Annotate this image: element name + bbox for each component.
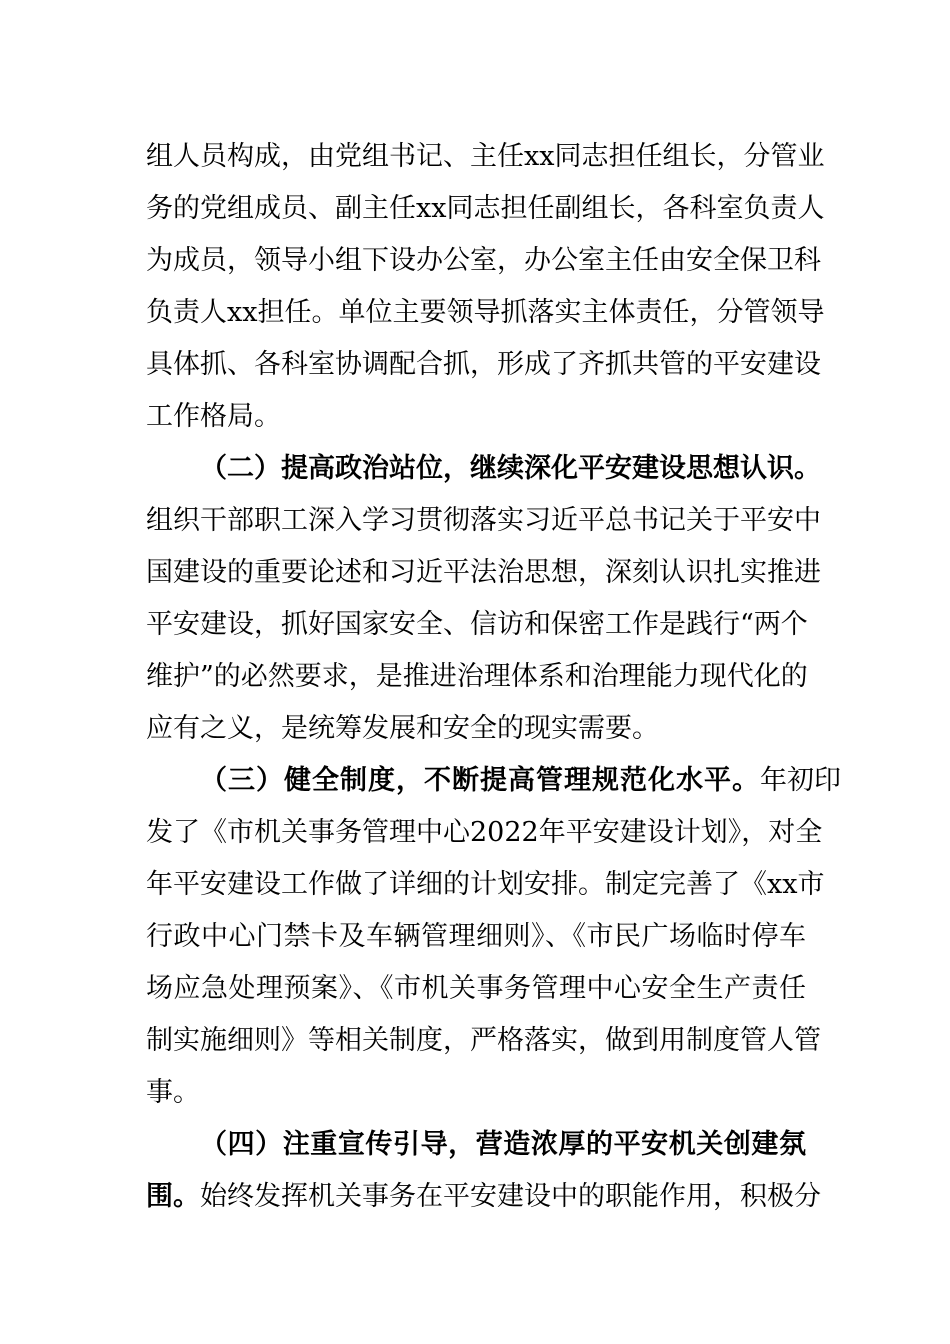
section-heading-2: （二）提高政治站位，继续深化平安建设思想认识。 (200, 453, 821, 484)
paragraph-line: 工作格局。 (146, 401, 281, 432)
paragraph-line: 制实施细则》等相关制度，严格落实，做到用制度管人管 (146, 1025, 821, 1056)
paragraph-line: 具体抓、各科室协调配合抓，形成了齐抓共管的平安建设 (146, 349, 821, 380)
paragraph-line: 发了《市机关事务管理中心2022年平安建设计划》，对全 (146, 817, 823, 848)
paragraph-line: 国建设的重要论述和习近平法治思想，深刻认识扎实推进 (146, 557, 821, 588)
paragraph-line: 维护”的必然要求，是推进治理体系和治理能力现代化的 (146, 661, 808, 692)
paragraph-fragment: 始终发挥机关事务在平安建设中的职能作用，积极分 (200, 1181, 821, 1212)
paragraph-line: 场应急处理预案》、《市机关事务管理中心安全生产责任 (146, 973, 806, 1004)
paragraph-line: 组织干部职工深入学习贯彻落实习近平总书记关于平安中 (146, 505, 821, 536)
section-heading-3-line (200, 761, 841, 801)
section-heading-4-continuation-line (146, 1177, 821, 1217)
paragraph-line: 应有之义，是统筹发展和安全的现实需要。 (146, 713, 659, 744)
paragraph-line: 组人员构成，由党组书记、主任xx同志担任组长，分管业 (146, 141, 825, 172)
section-heading-4: （四）注重宣传引导，营造浓厚的平安机关创建氛 (200, 1129, 806, 1160)
paragraph-line: 为成员，领导小组下设办公室，办公室主任由安全保卫科 (146, 245, 821, 276)
section-heading-3: （三）健全制度，不断提高管理规范化水平。 (200, 765, 760, 796)
paragraph-line: 平安建设，抓好国家安全、信访和保密工作是践行“两个 (146, 609, 808, 640)
paragraph-line: 年平安建设工作做了详细的计划安排。制定完善了《xx市 (146, 869, 825, 900)
section-heading-4-tail: 围。 (146, 1181, 200, 1212)
paragraph-line: 务的党组成员、副主任xx同志担任副组长，各科室负责人 (146, 193, 825, 224)
paragraph-line: 负责人xx担任。单位主要领导抓落实主体责任，分管领导 (146, 297, 825, 328)
paragraph-fragment: 年初印 (760, 765, 841, 796)
paragraph-line: 行政中心门禁卡及车辆管理细则》、《市民广场临时停车 (146, 921, 806, 952)
paragraph-line: 事。 (146, 1077, 200, 1108)
